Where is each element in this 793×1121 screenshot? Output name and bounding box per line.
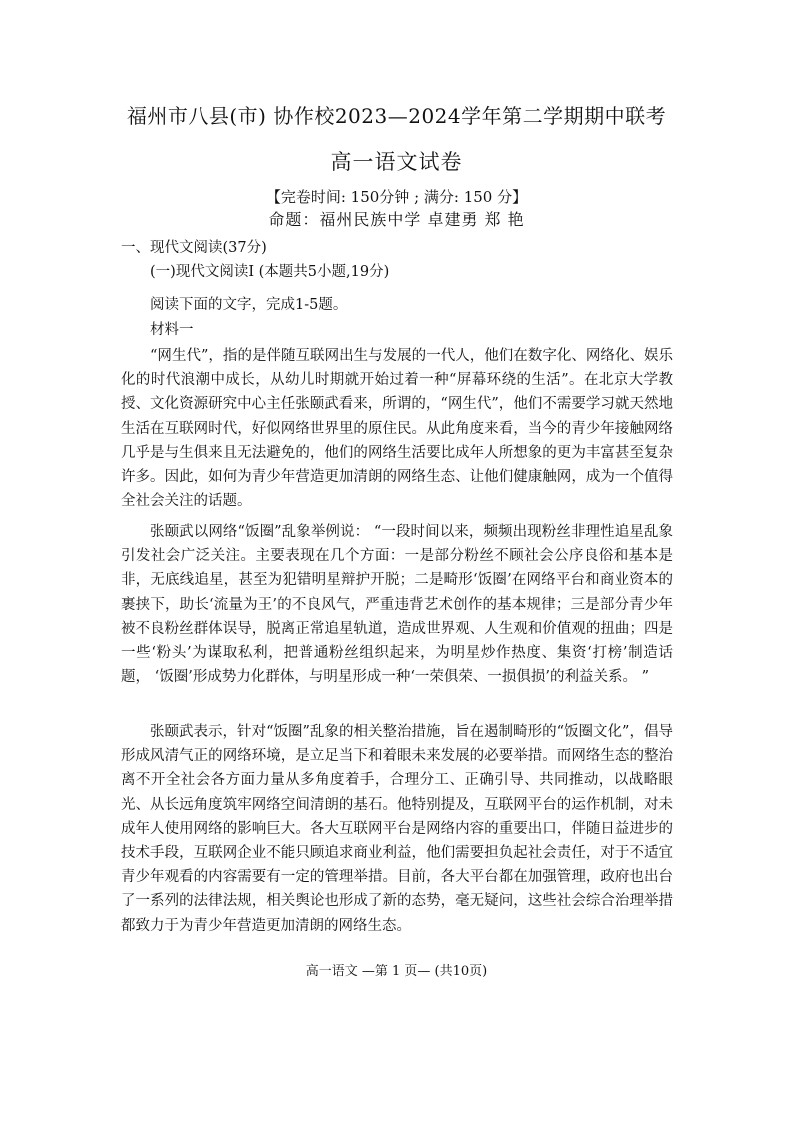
time-score-info: 【完卷时间: 150分钟 ; 满分: 150 分】 (265, 188, 528, 206)
reading-instruction: 阅读下面的文字，完成1-5题。 (150, 297, 348, 313)
subsection-heading: (一)现代文阅读Ⅰ (本题共5小题,19分) (150, 264, 390, 280)
exam-title: 福州市八县(市) 协作校2023—2024学年第二学期期中联考 (126, 104, 667, 128)
paragraph-1: “网生代”，指的是伴随互联网出生与发展的一代人，他们在数字化、网络化、娱乐化的时代浪潮中成长，从幼儿时期就开始过着一种“屏幕环绕的生活”。在北京大学教授、文化资源研究中心主任张颐武看来，所谓的，“网生代”，他们不需要学习就天然地生活在互联网时代，好似网络世界里的原住民。从此角度来看，当今的青少年接触网络几乎是与生俱来且无法避免的，他们的网络生活要比成年人所想象的更为丰富甚至复杂许多。因此，如何为青少年营造更加清朗的网络生态、让他们健康触网，成为一个值得全社会关注的话题。 (121, 348, 673, 510)
author-info: 命题：福州民族中学 卓建勇 郑 艳 (268, 210, 525, 229)
section-heading: 一、现代文阅读(37分) (121, 240, 267, 256)
material-label: 材料一 (150, 322, 194, 338)
paragraph-2: 张颐武以网络“饭圈”乱象举例说： “一段时间以来，频频出现粉丝非理性追星乱象引发社会广泛关注。主要表现在几个方面：一是部分粉丝不顾社会公序良俗和基本是非，无底线追星，甚至为犯错明星辩护开脱；二是畸形‘饭圈’在网络平台和商业资本的裹挟下，助长‘流量为王’的不良风气，严重违背艺术创作的基本规律；三是部分青少年被不良粉丝群体误导，脱离正常追星轨道，造成世界观、人生观和价值观的扭曲；四是一些‘粉头’为谋取私利，把普通粉丝组织起来，为明星炒作热度、集资‘打榜’制造话题， ‘饭圈’形成势力化群体，与明星形成一种‘一荣俱荣、一损俱损’的利益关系。 ” (121, 524, 673, 686)
page-footer: 高一语文 —第 1 页— (共10页) (305, 964, 488, 979)
paragraph-3: 张颐武表示，针对“饭圈”乱象的相关整治措施，旨在遏制畸形的“饭圈文化”，倡导形成风清气正的网络环境，是立足当下和着眼未来发展的必要举措。而网络生态的整治离不开全社会各方面力量从多角度着手，合理分工、正确引导、共同推动，以战略眼光、从长远角度筑牢网络空间清朗的基石。他特别提及，互联网平台的运作机制，对未成年人使用网络的影响巨大。各大互联网平台是网络内容的重要出口，伴随日益进步的技术手段，互联网企业不能只顾追求商业利益，他们需要担负起社会责任，对于不适宜青少年观看的内容需要有一定的管理举措。目前，各大平台都在加强管理，政府也出台了一系列的法律法规，相关舆论也形成了新的态势，毫无疑问，这些社会综合治理举措都致力于为青少年营造更加清朗的网络生态。 (121, 724, 673, 934)
exam-subtitle: 高一语文试卷 (330, 150, 463, 174)
